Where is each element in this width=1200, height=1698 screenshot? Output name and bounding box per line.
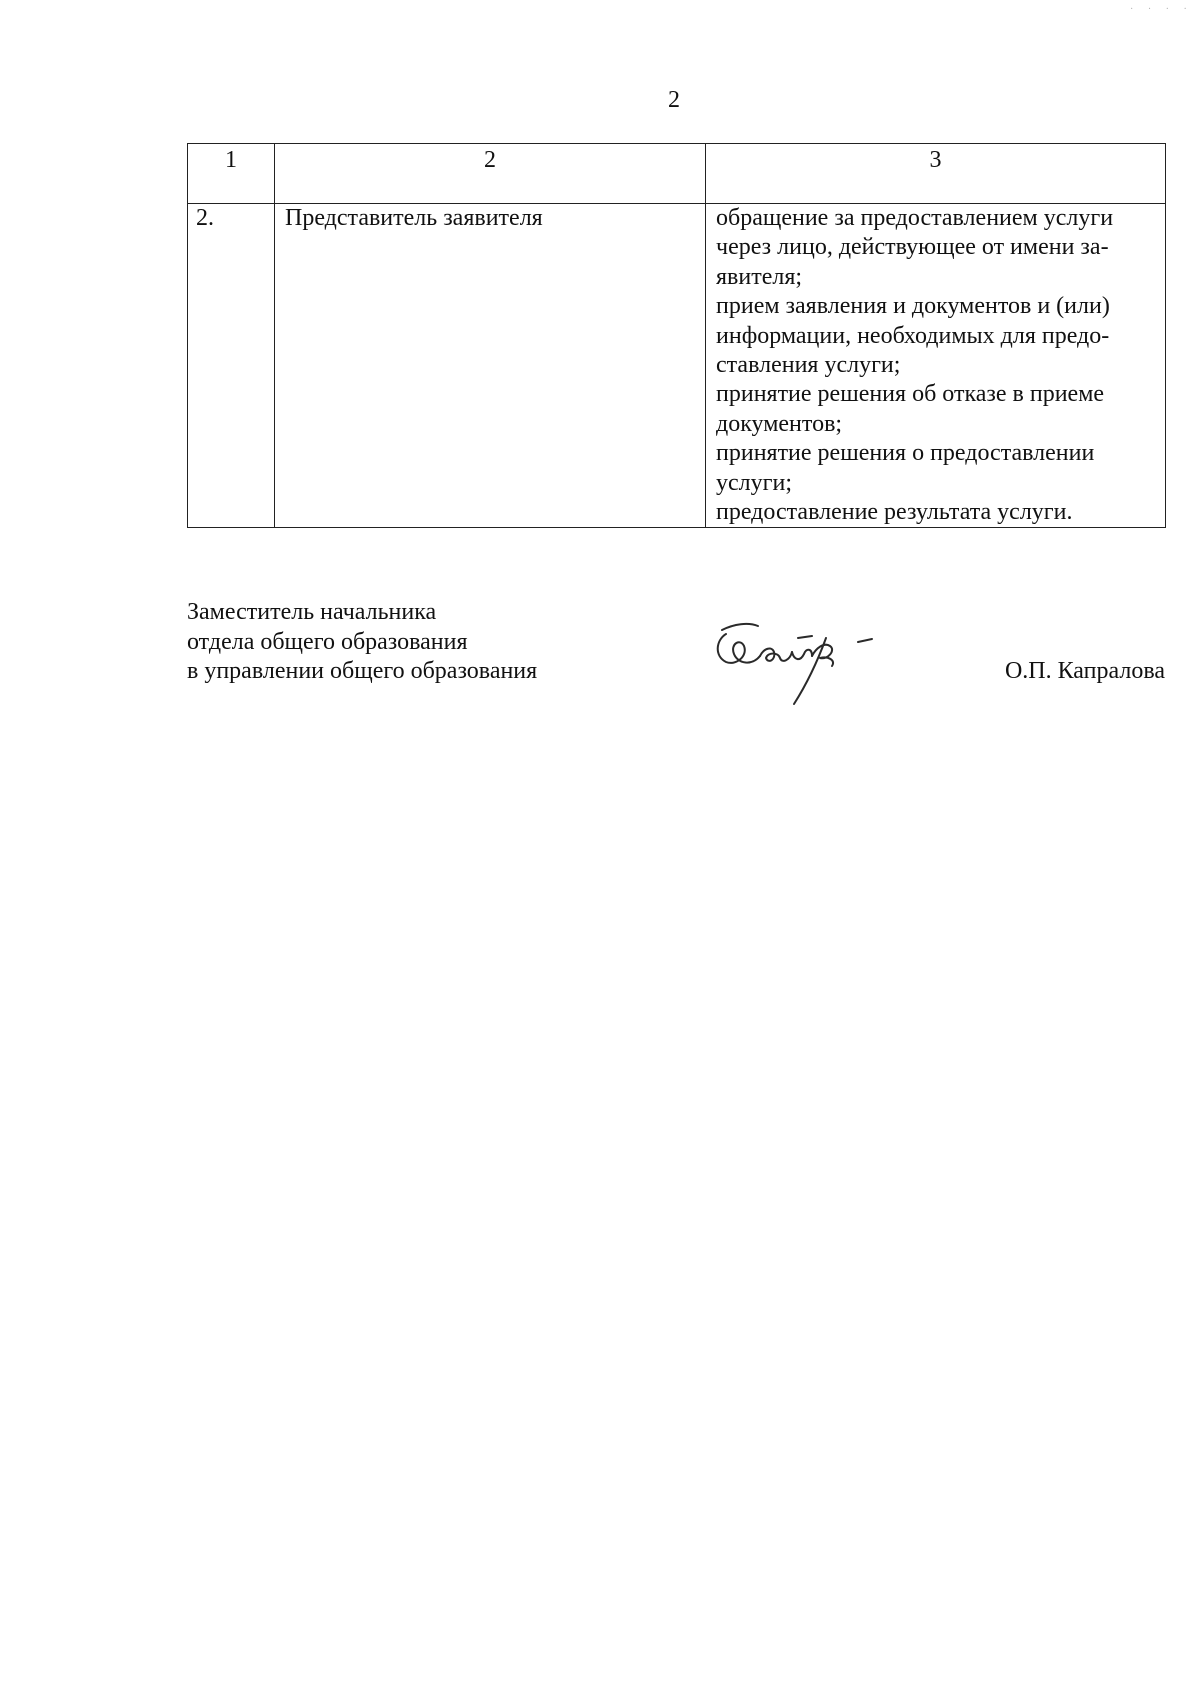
description-line: предоставление результата услуги. xyxy=(716,499,1073,526)
table-header-cell: 3 xyxy=(706,144,1166,204)
document-table xyxy=(187,143,1166,528)
table-header-cell: 2 xyxy=(275,144,706,204)
description-line: обращение за предоставлением услуги xyxy=(716,205,1114,231)
signer-name: О.П. Капралова xyxy=(1004,658,1165,684)
description-line: через лицо, действующее от имени за- xyxy=(716,234,1109,261)
description-line: документов; xyxy=(716,410,843,437)
handwritten-signature xyxy=(708,608,898,708)
description-line: принятие решения об отказе в приеме xyxy=(716,381,1105,408)
position-line: в управлении общего образования xyxy=(187,658,538,684)
scan-corner-marks: · · · · xyxy=(1130,4,1193,15)
row-description-cell xyxy=(706,204,1166,528)
description-line: явителя; xyxy=(716,263,803,290)
position-line: отдела общего образования xyxy=(187,628,468,655)
description-line: прием заявления и документов и (или) xyxy=(716,293,1110,320)
description-line: информации, необходимых для предо- xyxy=(716,322,1110,349)
table-header-row xyxy=(188,144,1166,204)
page-number: 2 xyxy=(668,87,680,113)
row-number-cell: 2. xyxy=(188,204,275,528)
table-header-cell: 1 xyxy=(188,144,275,204)
row-applicant-cell: Представитель заявителя xyxy=(275,204,706,528)
description-line: услуги; xyxy=(716,469,792,496)
description-line: ставления услуги; xyxy=(716,352,901,379)
table-row xyxy=(188,204,1166,528)
signatory-position xyxy=(187,598,537,687)
description-line: принятие решения о предоставлении xyxy=(716,440,1095,467)
position-line: Заместитель начальника xyxy=(187,599,437,625)
